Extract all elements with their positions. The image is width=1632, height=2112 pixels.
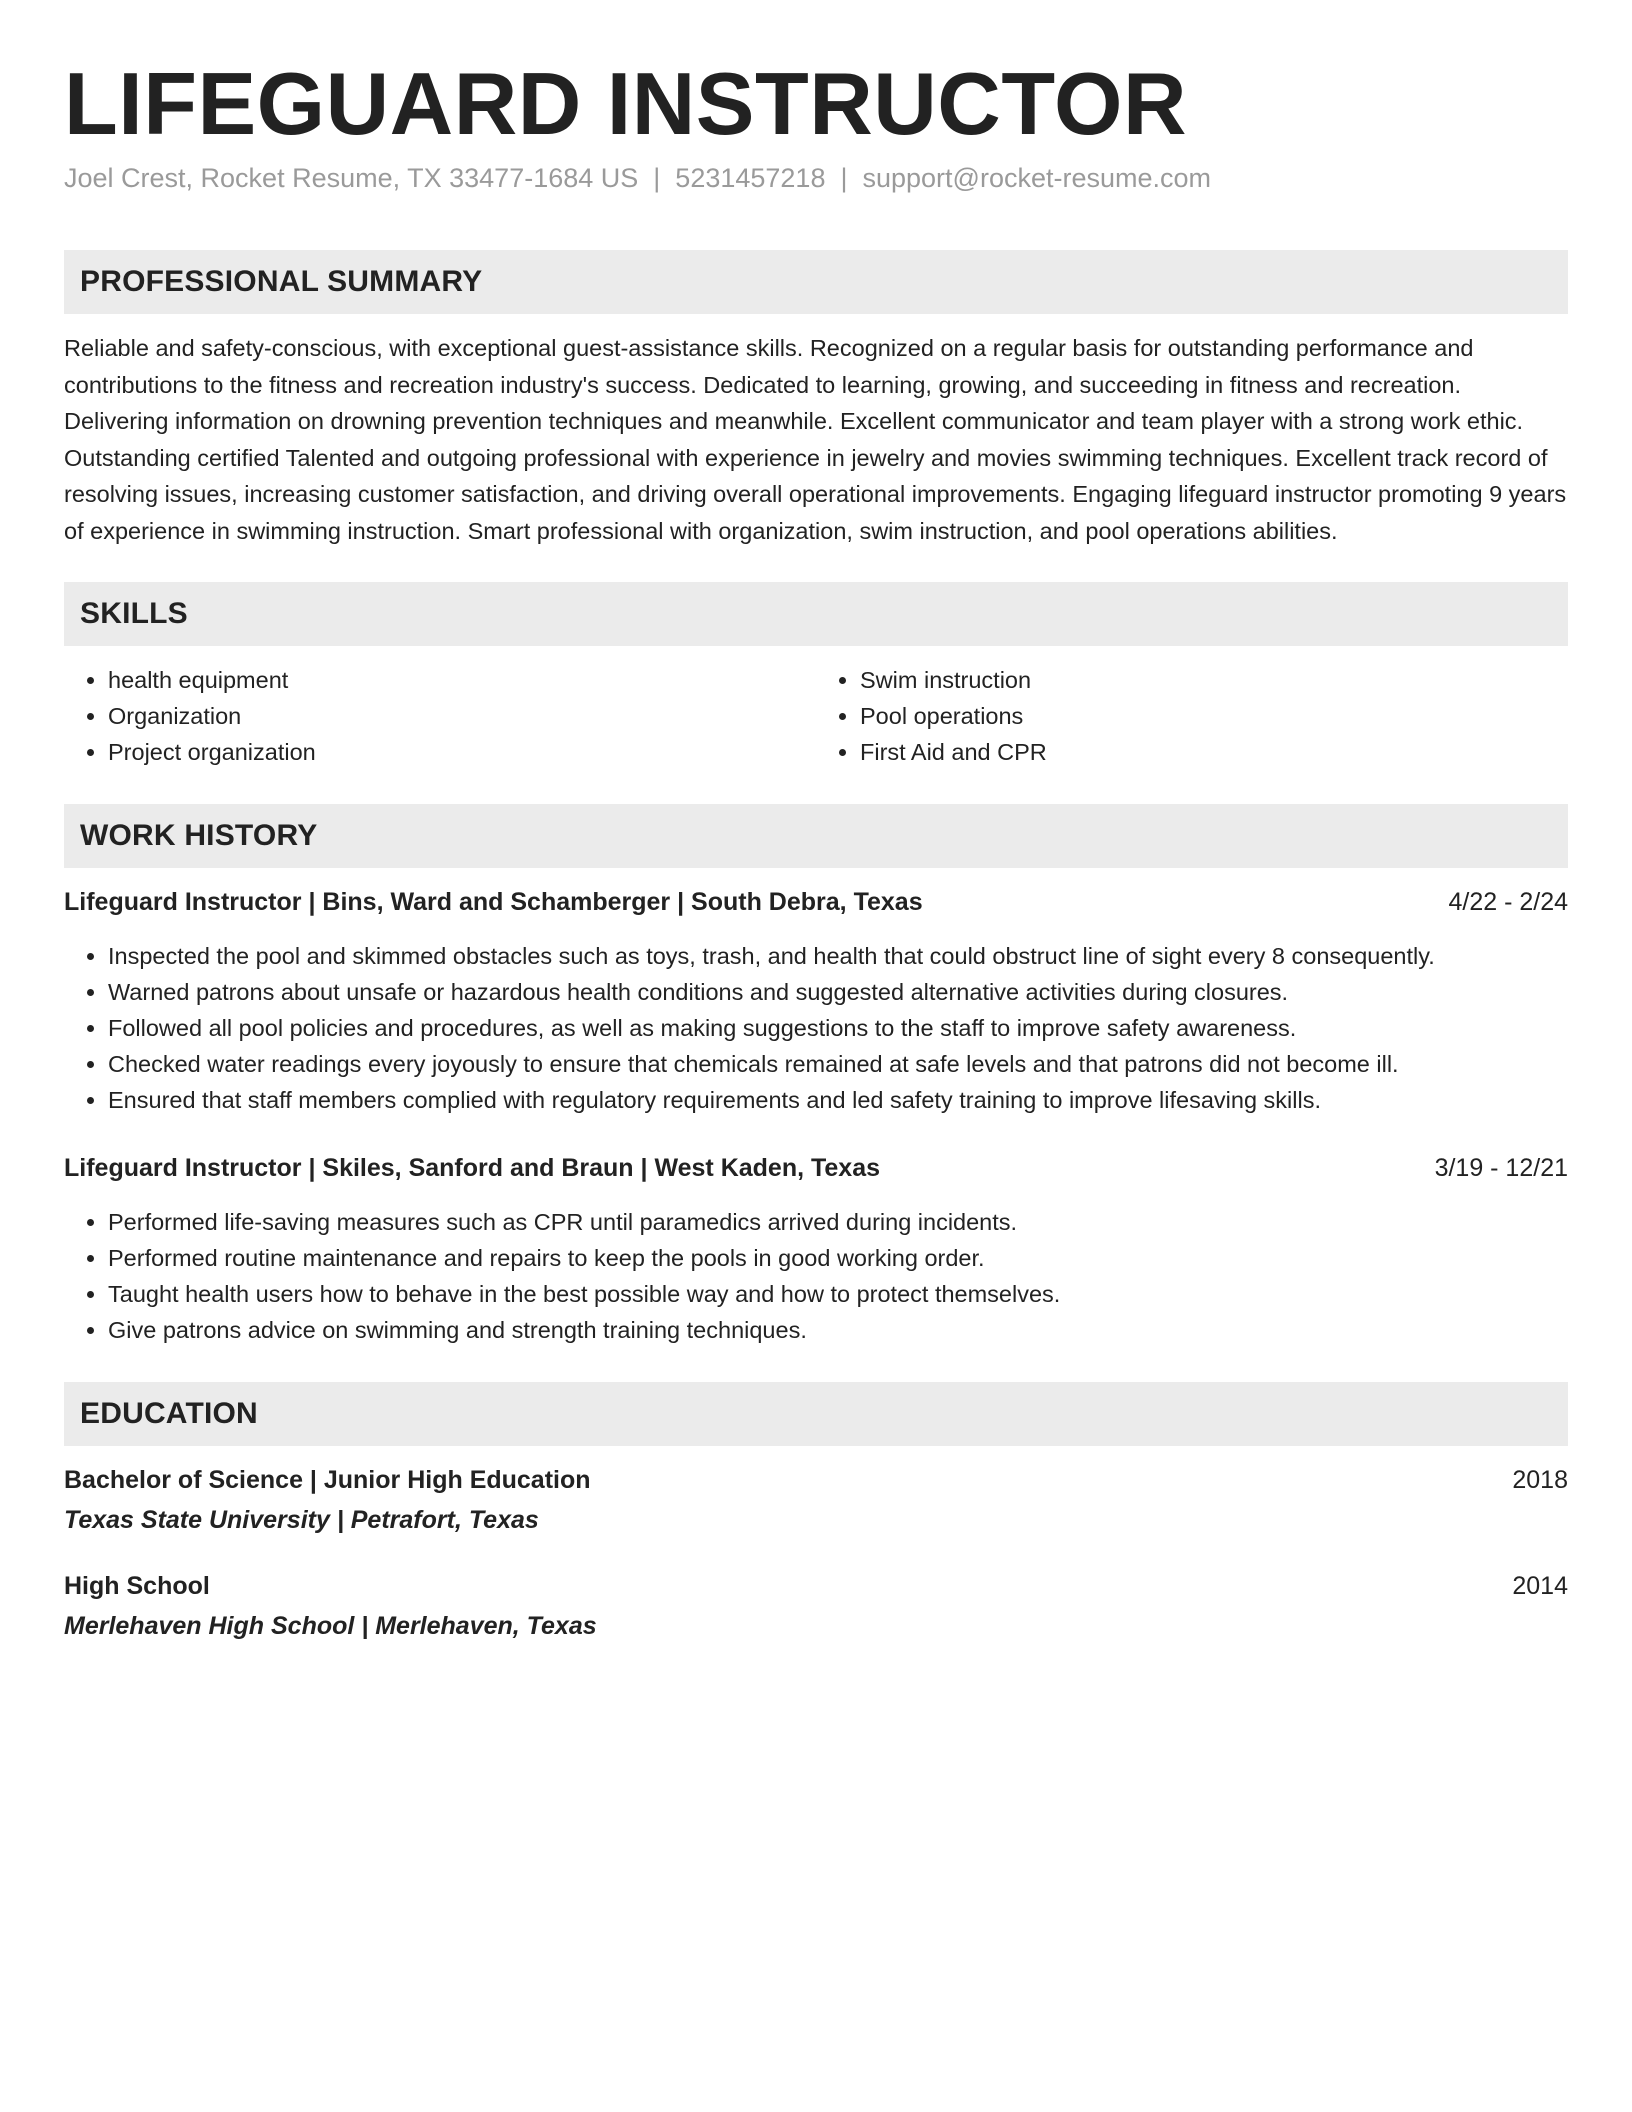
job-bullet: • Performed routine maintenance and repairs to keep the pools in good working order. — [108, 1240, 1568, 1276]
education-degree: High School — [64, 1572, 210, 1600]
job-bullets — [64, 938, 1568, 1118]
job-bullet: • Performed life-saving measures such as CPR until paramedics arrived during incidents. — [108, 1204, 1568, 1240]
job-bullet: • Give patrons advice on swimming and strength training techniques. — [108, 1312, 1568, 1348]
education-entry — [64, 1568, 1568, 1644]
job-title: Lifeguard Instructor | Skiles, Sanford and Braun | West Kaden, Texas — [64, 1154, 881, 1182]
skills-section-header — [64, 582, 1568, 646]
work-section-header — [64, 804, 1568, 868]
job-entry — [64, 884, 1568, 1118]
skills-heading: SKILLS — [80, 597, 188, 630]
skills-grid — [64, 662, 1568, 770]
summary-section-header — [64, 250, 1568, 314]
job-bullet: • Warned patrons about unsafe or hazardous health conditions and suggested alternative activities during closures. — [108, 974, 1568, 1010]
skill-item: • Organization — [108, 698, 816, 734]
contact-line — [64, 160, 1568, 196]
contact-email: support@rocket-resume.com — [862, 163, 1212, 193]
education-entry — [64, 1462, 1568, 1538]
job-bullets — [64, 1204, 1568, 1348]
education-year: 2018 — [1512, 1466, 1568, 1494]
job-bullet: • Checked water readings every joyously to ensure that chemicals remained at safe levels and that patrons did not become ill. — [108, 1046, 1568, 1082]
job-bullet: • Taught health users how to behave in the best possible way and how to protect themselves. — [108, 1276, 1568, 1312]
skill-item: • First Aid and CPR — [860, 734, 1568, 770]
skill-item: • Swim instruction — [860, 662, 1568, 698]
resume-title: LIFEGUARD INSTRUCTOR — [64, 54, 1188, 153]
contact-phone: 5231457218 — [675, 163, 826, 193]
job-header — [64, 1150, 1568, 1186]
skills-column-right — [816, 662, 1568, 770]
job-dates: 3/19 - 12/21 — [1434, 1154, 1568, 1182]
job-header — [64, 884, 1568, 920]
skill-item: • Project organization — [108, 734, 816, 770]
education-degree: Bachelor of Science | Junior High Education — [64, 1466, 591, 1494]
work-heading: WORK HISTORY — [80, 819, 318, 852]
education-year: 2014 — [1512, 1572, 1568, 1600]
job-entry — [64, 1150, 1568, 1348]
summary-heading: PROFESSIONAL SUMMARY — [80, 265, 483, 298]
job-title: Lifeguard Instructor | Bins, Ward and Schamberger | South Debra, Texas — [64, 888, 923, 916]
job-dates: 4/22 - 2/24 — [1448, 888, 1568, 916]
job-bullet: • Inspected the pool and skimmed obstacles such as toys, trash, and health that could obstruct line of sight every 8 consequently. — [108, 938, 1568, 974]
contact-separator: | — [653, 163, 661, 193]
education-heading: EDUCATION — [80, 1397, 258, 1430]
summary-text: Reliable and safety-conscious, with exceptional guest-assistance skills. Recognized on a regular basis for outstanding performance and contributions to the fitness and recreation industry's success. Dedicated to learning, growing, and succeeding in fitness and recreation. Delivering information on drowning prevention techniques and meanwhile. Excellent communicator and team player with a strong work ethic. Outstanding certified Talented and outgoing professional with experience in jewelry and movies swimming techniques. Excellent track record of resolving issues, increasing customer satisfaction, and driving overall operational improvements. Engaging lifeguard instructor promoting 9 years of experience in swimming instruction. Smart professional with organization, swim instruction, and pool operations abilities. — [64, 335, 1567, 544]
contact-separator: | — [840, 163, 848, 193]
education-header — [64, 1568, 1568, 1604]
skill-item: • health equipment — [108, 662, 816, 698]
skill-item: • Pool operations — [860, 698, 1568, 734]
skills-column-left — [64, 662, 816, 770]
resume-page — [64, 54, 1568, 1644]
job-bullet: • Followed all pool policies and procedures, as well as making suggestions to the staff to improve safety awareness. — [108, 1010, 1568, 1046]
contact-address: Joel Crest, Rocket Resume, TX 33477-1684 US — [64, 163, 639, 193]
education-header — [64, 1462, 1568, 1498]
education-school: Merlehaven High School | Merlehaven, Texas — [64, 1612, 597, 1640]
education-section-header — [64, 1382, 1568, 1446]
job-bullet: • Ensured that staff members complied with regulatory requirements and led safety training to improve lifesaving skills. — [108, 1082, 1568, 1118]
education-school: Texas State University | Petrafort, Texas — [64, 1506, 539, 1534]
